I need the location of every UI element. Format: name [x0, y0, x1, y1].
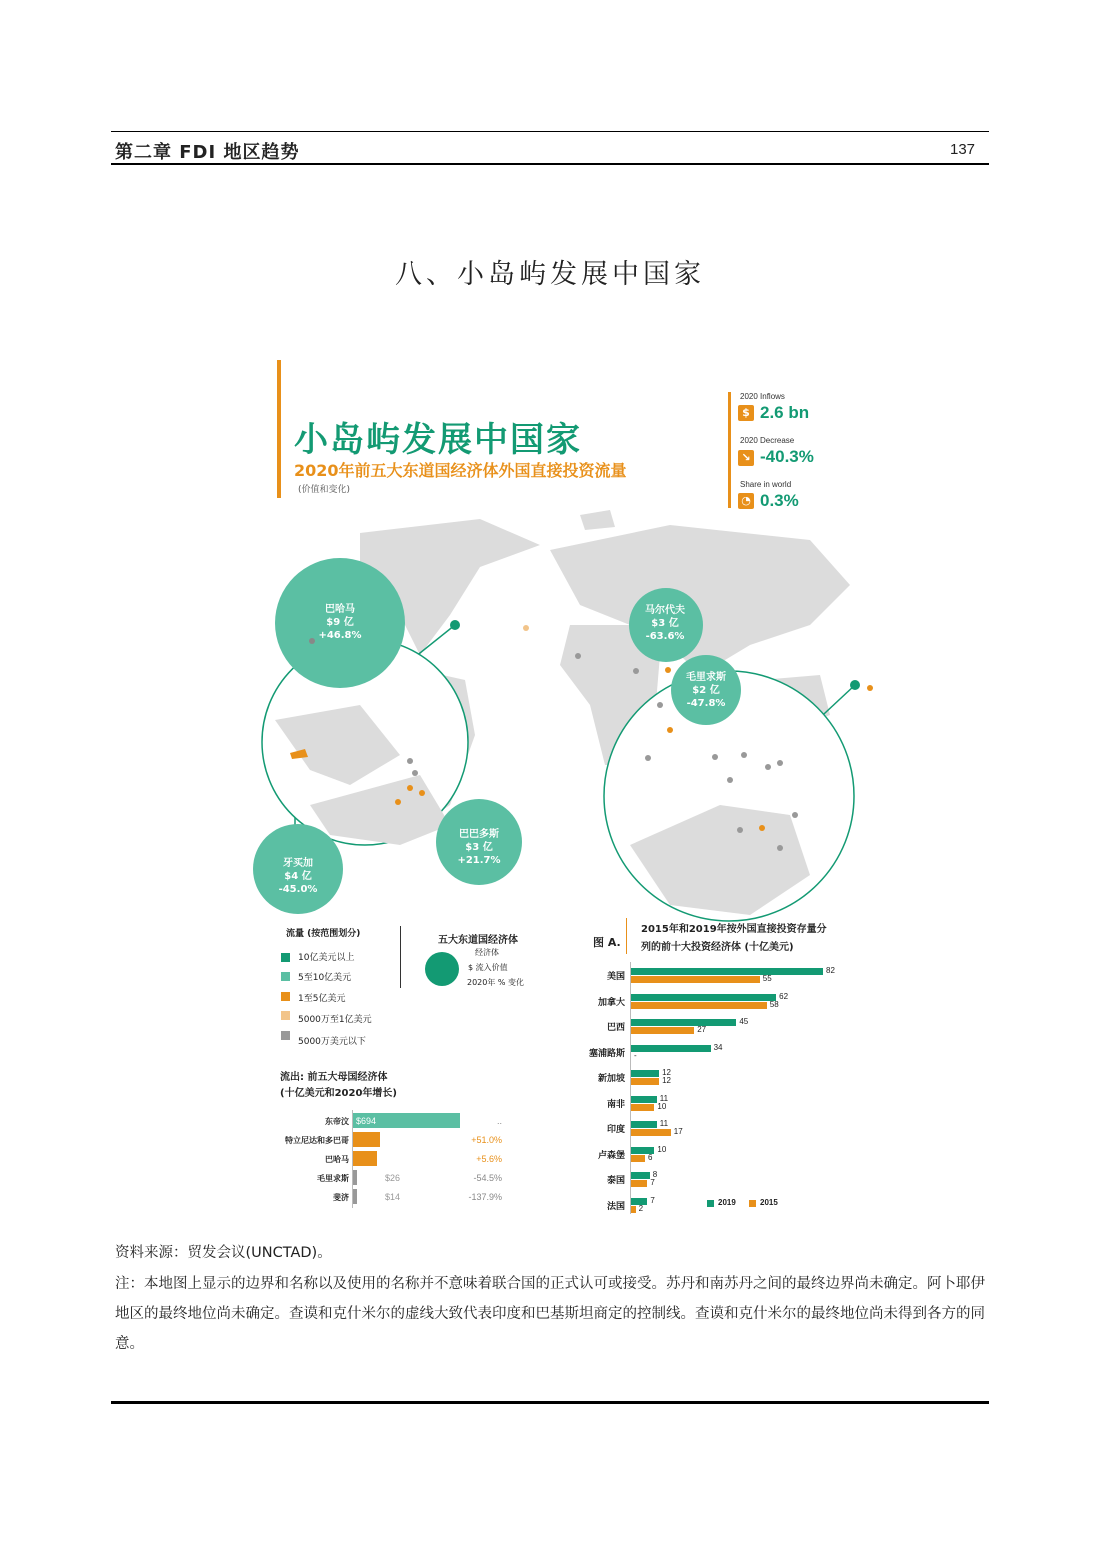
bar-category-label: 加拿大 — [597, 997, 625, 1008]
outflow-bar — [353, 1132, 380, 1147]
bar-value-label: 2 — [638, 1203, 644, 1213]
outflow-growth: +51.0% — [471, 1135, 502, 1145]
bubble-name: 马尔代夫 — [645, 605, 685, 616]
legend-2019-label: 2019 — [718, 1198, 736, 1207]
bar-value-label: 10 — [657, 1144, 667, 1154]
kpi-share-label: Share in world — [740, 480, 792, 489]
bar-category-label: 新加坡 — [597, 1074, 625, 1084]
key-bubble-icon — [425, 952, 459, 986]
world-map — [250, 505, 890, 925]
outflow-value: $26 — [385, 1173, 401, 1183]
key-line: $ 流入价值 — [468, 963, 508, 972]
header-top-rule — [111, 131, 989, 132]
bar-2019 — [631, 1121, 657, 1128]
key-title: 五大东道国经济体 — [438, 935, 518, 946]
kpi-decrease-value: -40.3% — [760, 447, 814, 466]
bar-category-label: 巴西 — [606, 1023, 625, 1033]
kpi-inflows-label: 2020 Inflows — [740, 392, 785, 401]
outflow-economy: 东帝汶 — [325, 1117, 349, 1126]
bar-value-label: 55 — [762, 974, 772, 983]
bar-value-label: 17 — [673, 1127, 683, 1136]
bar-value-label: 11 — [659, 1093, 669, 1103]
source-note: 资料来源：贸发会议(UNCTAD)。 — [115, 1245, 332, 1261]
outflow-growth: +5.6% — [476, 1154, 502, 1164]
decrease-chart-icon: ↘ — [738, 450, 754, 466]
bar-2015 — [631, 1027, 694, 1034]
legend-label: 5000万至1亿美元 — [298, 1015, 372, 1025]
infographic-title: 小岛屿发展中国家 — [294, 420, 582, 460]
bar-value-label: 8 — [652, 1170, 658, 1179]
legend-swatch — [281, 1031, 290, 1040]
bar-category-label: 法国 — [606, 1201, 625, 1212]
bar-2015 — [631, 1180, 647, 1187]
bar-2015 — [631, 1078, 659, 1085]
bar-value-label: - — [634, 1050, 637, 1060]
legend-label: 10亿美元以上 — [298, 953, 355, 963]
legend-2015-label: 2015 — [760, 1198, 778, 1207]
page-number: 137 — [950, 141, 976, 158]
bubble-name: 毛里求斯 — [686, 672, 726, 683]
bar-2015 — [631, 1155, 645, 1162]
legend-label: 5至10亿美元 — [298, 973, 352, 983]
bar-2015 — [631, 1002, 767, 1009]
bubble-bahamas — [305, 603, 375, 642]
outflows-subtitle: (十亿美元和2020年增长) — [280, 1088, 397, 1099]
kpi-share-value: 0.3% — [760, 491, 799, 510]
bubble-change: +46.8% — [318, 630, 362, 641]
key-line: 经济体 — [475, 948, 499, 957]
bar-2015 — [631, 1104, 654, 1111]
legend-swatch — [281, 972, 290, 981]
legend-swatch — [281, 1011, 290, 1020]
kpi-inflows-value: 2.6 bn — [760, 403, 810, 422]
bar-2019 — [631, 1096, 657, 1103]
header-bottom-rule — [111, 163, 989, 165]
bar-value-label: 12 — [662, 1076, 671, 1085]
bar-2015 — [631, 1129, 671, 1136]
legend-divider — [400, 926, 401, 988]
bar-2019 — [631, 968, 823, 975]
bar-value-label: 7 — [650, 1195, 655, 1205]
bar-value-label: 6 — [648, 1152, 653, 1162]
bar-value-label: 82 — [826, 966, 835, 975]
bar-value-label: 34 — [713, 1042, 723, 1052]
bar-value-label: 58 — [769, 999, 779, 1009]
bar-value-label: 27 — [697, 1025, 707, 1034]
bubble-change: -47.8% — [686, 698, 726, 709]
bar-value-label: 11 — [659, 1119, 669, 1128]
outflow-economy: 巴哈马 — [325, 1155, 349, 1164]
bar-2019 — [631, 1070, 659, 1077]
infographic-subtitle-note: (价值和变化) — [298, 485, 351, 495]
key-line: 2020年 % 变化 — [467, 978, 525, 987]
bar-category-label: 南非 — [606, 1099, 625, 1110]
section-title: 八、小岛屿发展中国家 — [395, 259, 705, 290]
outflow-value: $172 — [385, 1135, 406, 1145]
bubble-amount: $4 亿 — [284, 871, 312, 882]
bar-category-label: 印度 — [606, 1125, 625, 1135]
bubble-name: 巴巴多斯 — [459, 829, 499, 840]
bubble-mauritius — [671, 671, 741, 710]
legend-title: 流量 (按范围划分) — [286, 929, 361, 939]
legend-label: 1至5亿美元 — [298, 994, 346, 1004]
disclaimer-note: 注：本地图上显示的边界和名称以及使用的名称并不意味着联合国的正式认可或接受。苏丹和南苏丹之间的最终边界尚未确定。阿卜耶伊地区的最终地位尚未确定。查谟和克什米尔的虚线大致代表印度和巴基斯坦商定的控制线。查谟和克什米尔的最终地位尚未得到各方的同意。 — [115, 1276, 985, 1352]
bar-2015 — [631, 1206, 636, 1213]
bar-category-label: 泰国 — [606, 1176, 625, 1186]
bubble-change: -63.6% — [645, 631, 685, 642]
outflows-title: 流出: 前五大母国经济体 — [280, 1072, 388, 1083]
bubble-amount: $3 亿 — [465, 842, 493, 853]
bar-2015 — [631, 976, 760, 983]
title-accent-bar — [277, 360, 281, 498]
figure-title-line1: 2015年和2019年按外国直接投资存量分 — [641, 924, 827, 935]
bubble-name: 巴哈马 — [325, 604, 355, 615]
bar-category-label: 美国 — [606, 972, 625, 982]
outflow-bar — [353, 1151, 377, 1166]
outflow-bar — [353, 1189, 357, 1204]
bar-2019 — [631, 1019, 736, 1026]
bubble-amount: $9 亿 — [326, 617, 354, 628]
bar-category-label: 卢森堡 — [597, 1150, 625, 1161]
chapter-title: 第二章 FDI 地区趋势 — [115, 142, 300, 163]
legend-2015-swatch — [749, 1200, 756, 1207]
bar-value-label: 62 — [779, 991, 789, 1001]
outflow-growth: .. — [496, 1116, 502, 1126]
bar-value-label: 7 — [650, 1178, 655, 1187]
bar-2019 — [631, 1172, 650, 1179]
bubble-amount: $2 亿 — [692, 685, 720, 696]
legend-2019-swatch — [707, 1200, 714, 1207]
figure-accent-bar — [626, 918, 627, 954]
bar-category-label: 塞浦路斯 — [588, 1048, 625, 1059]
bubble-jamaica — [263, 857, 333, 896]
legend-swatch — [281, 953, 290, 962]
outflow-value: $14 — [385, 1192, 401, 1202]
outflow-value: $157 — [385, 1154, 406, 1164]
footer-rule — [111, 1401, 989, 1404]
bubble-change: -45.0% — [278, 884, 318, 895]
bar-value-label: 45 — [739, 1017, 749, 1026]
figure-label: 图 A. — [593, 936, 621, 949]
bubble-barbados — [444, 828, 514, 867]
outflow-economy: 特立尼达和多巴哥 — [285, 1136, 349, 1145]
infographic-subtitle: 2020年前五大东道国经济体外国直接投资流量 — [294, 461, 627, 480]
bubble-amount: $3 亿 — [651, 618, 679, 629]
outflow-bar — [353, 1170, 357, 1185]
pie-icon: ◔ — [738, 493, 754, 509]
legend-label: 5000万美元以下 — [298, 1037, 366, 1047]
bubble-name: 牙买加 — [283, 858, 313, 869]
bar-2019 — [631, 994, 776, 1001]
kpi-accent-bar — [728, 392, 731, 508]
outflow-growth: -137.9% — [468, 1192, 502, 1202]
bubble-maldives — [630, 604, 700, 643]
kpi-decrease-label: 2020 Decrease — [740, 436, 795, 445]
bar-value-label: 12 — [662, 1068, 671, 1077]
dollar-icon: $ — [738, 405, 754, 421]
figure-title-line2: 列的前十大投资经济体 (十亿美元) — [641, 942, 794, 953]
outflow-growth: -54.5% — [473, 1173, 502, 1183]
bar-value-label: 10 — [657, 1101, 667, 1111]
outflow-economy: 毛里求斯 — [317, 1174, 349, 1183]
outflow-economy: 斐济 — [333, 1193, 349, 1202]
bar-2019 — [631, 1045, 711, 1052]
outflow-value: $694 — [356, 1116, 377, 1126]
legend-swatch — [281, 992, 290, 1001]
bubble-change: +21.7% — [457, 855, 501, 866]
